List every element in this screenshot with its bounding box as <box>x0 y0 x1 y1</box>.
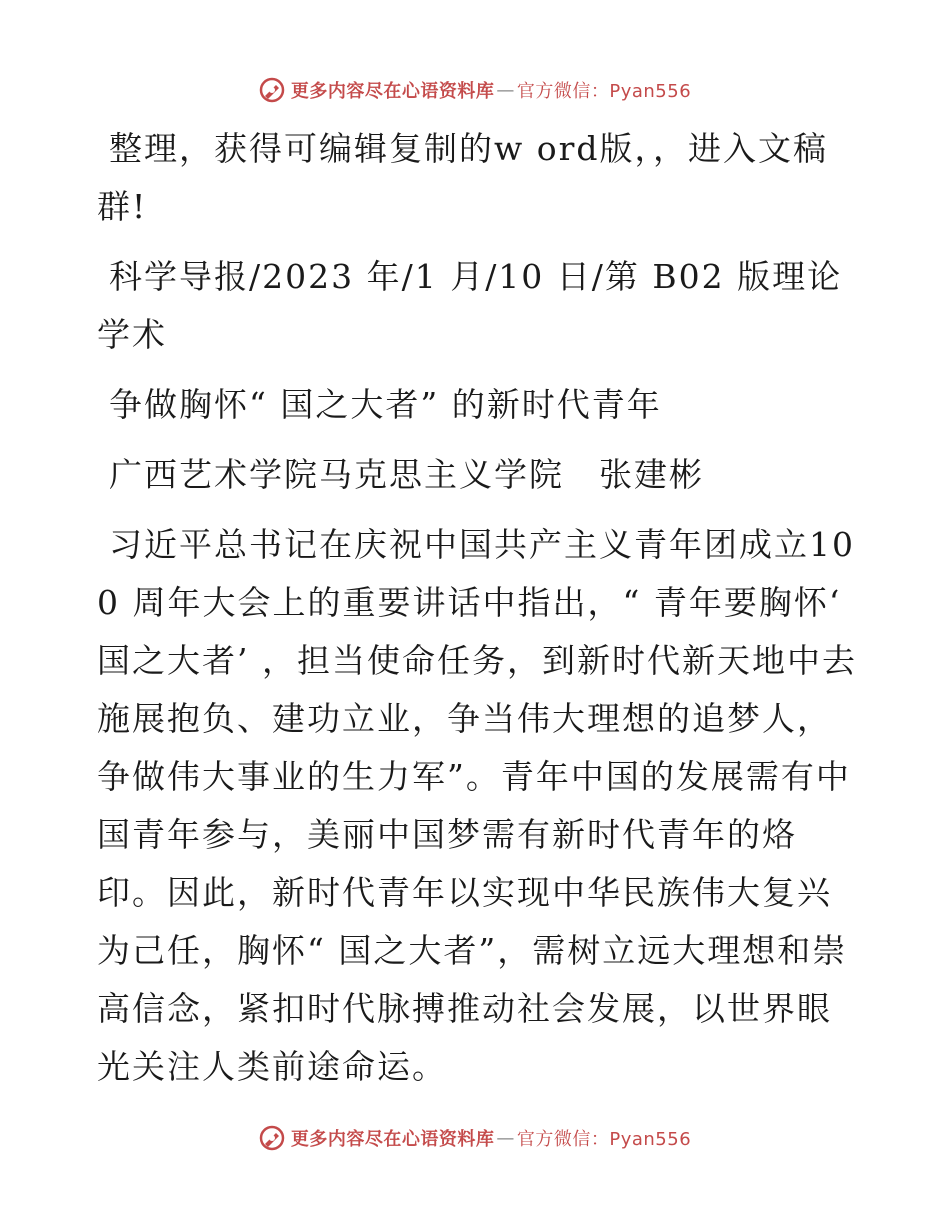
article-title: 争做胸怀“ 国之大者” 的新时代青年 <box>109 385 662 424</box>
document-content <box>97 120 857 1096</box>
header-watermark <box>0 70 950 110</box>
pen-circle-icon <box>259 77 285 103</box>
watermark-brand: 更多内容尽在心语资料库 <box>290 1129 495 1150</box>
author-line: 广西艺术学院马克思主义学院 张建彬 <box>109 455 704 494</box>
watermark-contact: 官方微信：Pyan556 <box>516 1129 692 1150</box>
notice-paragraph: 整理，获得可编辑复制的w ord版，，进入文稿群! <box>97 129 829 226</box>
watermark-separator: — <box>496 1127 515 1149</box>
watermark-contact: 官方微信：Pyan556 <box>516 81 692 102</box>
body-paragraph: 习近平总书记在庆祝中国共产主义青年团成立100 周年大会上的重要讲话中指出，“ 青年要胸怀‘ 国之大者’ ，担当使命任务，到新时代新天地中去施展抱负、建功立业，争当伟大理想的追梦人，争做伟大事业的生力军”。青年中国的发展需有中国青年参与，美丽中国梦需有新时代青年的烙印。因此，新时代青年以实现中华民族伟大复兴为己任，胸怀“ 国之大者”，需树立远大理想和崇高信念，紧扣时代脉搏推动社会发展，以世界眼光关注人类前途命运。 <box>97 525 857 1086</box>
source-line: 科学导报/2023 年/1 月/10 日/第 B02 版理论学术 <box>97 257 843 354</box>
watermark-brand: 更多内容尽在心语资料库 <box>290 81 495 102</box>
pen-circle-icon <box>259 1125 285 1151</box>
watermark-separator: — <box>496 79 515 101</box>
footer-watermark <box>0 1118 950 1158</box>
